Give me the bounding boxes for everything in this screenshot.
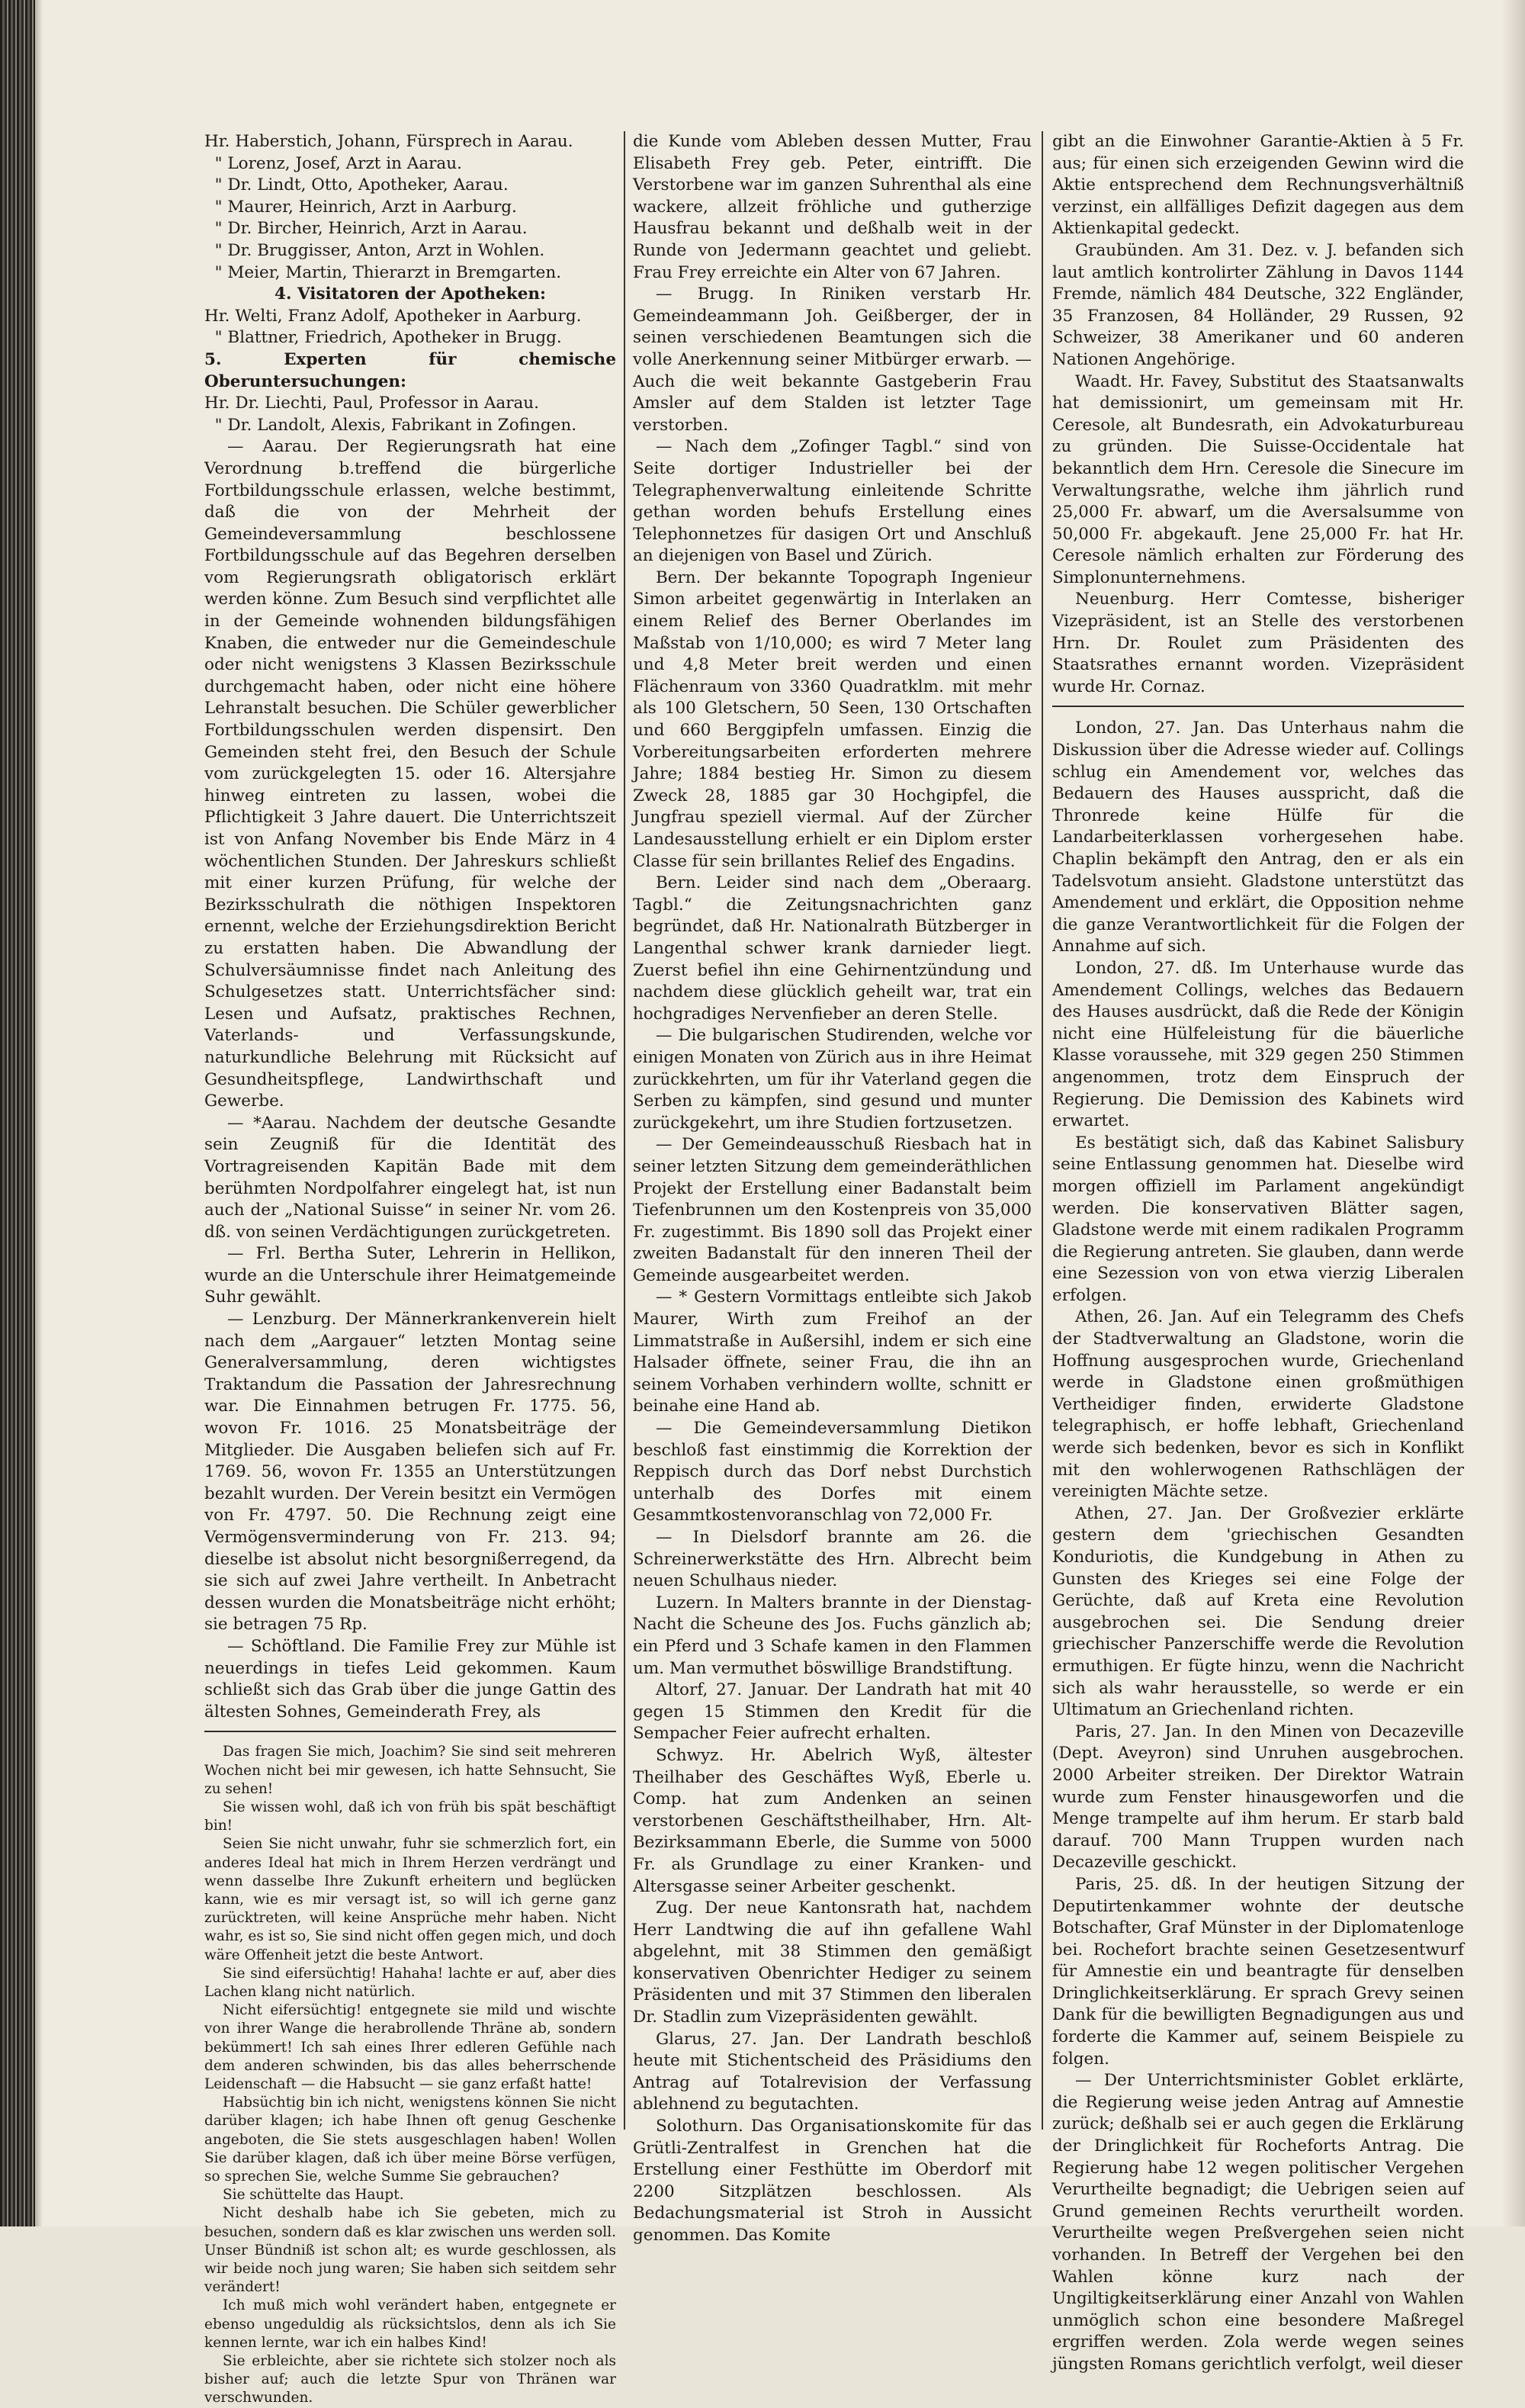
article-paris-2: Paris, 25. dß. In der heutigen Sitzung der Deputirtenkammer wohnte der deutsche Botschafter, Graf Münster in der Diplomatenloge bei. Rochefort brachte seinen Gesetzesentwurf für Amnestie ein und beantragte für denselben Dringlichkeitserklärung. Er sprach Grevy seinen Dank für die bewilligten Begnadigungen aus und forderte die Kammer auf, seinem Beispiele zu folgen.	[1052, 1874, 1464, 2069]
article-frey-continued: die Kunde vom Ableben dessen Mutter, Frau Elisabeth Frey geb. Peter, eintrifft. Die Verstorbene war im ganzen Suhrenthal als eine wackere, allzeit fröhliche und gutherzige Hausfrau bekannt und deßhalb weit in der Runde von Jedermann geachtet und geliebt. Frau Frey erreichte ein Alter von 67 Jahren.	[633, 132, 1032, 282]
feuilleton-paragraph: Habsüchtig bin ich nicht, wenigstens können Sie nicht darüber klagen; ich habe Ihnen oft genug Geschenke angeboten, die Sie stets ausgeschlagen haben! Wollen Sie darüber klagen, daß ich über meine Börse verfügen, so sprechen Sie, welche Summe Sie gebrauchen?	[204, 2095, 616, 2185]
list-item: " Lorenz, Josef, Arzt in Aarau.	[204, 153, 462, 173]
column-rule-1	[624, 131, 625, 2130]
article-suter: — Frl. Bertha Suter, Lehrerin in Hellikon, wurde an die Unterschule ihrer Heimatgemeinde Suhr gewählt.	[204, 1244, 616, 1307]
feuilleton-paragraph: Seien Sie nicht unwahr, fuhr sie schmerzlich fort, ein anderes Ideal hat mich in Ihrem Herzen verdrängt und wenn dasselbe Ihre Zukunft erheitern und beglücken kann, wie es mir versagt ist, so will ich gerne ganz zurücktreten, will keine Ansprüche mehr haben. Nicht wahr, es ist so, Sie sind nicht offen gegen mich, und doch wäre Offenheit jetzt die beste Antwort.	[204, 1836, 616, 1963]
article-solothurn: Solothurn. Das Organisationskomite für das Grütli-Zentralfest in Grenchen hat die Erstellung einer Festhütte im Oberdorf mit 2200 Sitzplätzen beschlossen. Als Bedachungsmaterial ist Stroh in Aussicht genommen. Das Komite	[633, 2117, 1032, 2245]
column-rule-2	[1042, 131, 1043, 2130]
article-graubuenden: Graubünden. Am 31. Dez. v. J. befanden sich laut amtlich kontrolirter Zählung in Davos 1144 Fremde, nämlich 484 Deutsche, 322 Engländer, 35 Franzosen, 84 Holländer, 29 Russen, 92 Schweizer, 38 Amerikaner und 60 anderen Nationen Angehörige.	[1052, 240, 1464, 369]
feuilleton-paragraph: Ich muß mich wohl verändert haben, entgegnete er ebenso ungeduldig als rücksichtslos, denn als ich Sie kennen lernte, war ich ein halbes Kind!	[204, 2297, 616, 2351]
article-bern-relief: Bern. Der bekannte Topograph Ingenieur Simon arbeitet gegenwärtig in Interlaken an einem Relief des Berner Oberlandes im Maßstab von 1/10,000; es wird 7 Meter lang und 4,8 Meter breit werden und einen Flächenraum von 3360 Quadratklm. mit mehr als 100 Gletschern, 50 Seen, 130 Ortschaften und 660 Berggipfeln umfassen. Einzig die Vorbereitungsarbeiten erforderten mehrere Jahre; 1884 bestieg Hr. Simon zu diesem Zweck 28, 1885 gar 30 Hochgipfel, die Jungfrau speziell viermal. Auf der Zürcher Landesausstellung erhielt er ein Diplom erster Classe für sein brillantes Relief des Engadins.	[633, 567, 1032, 871]
column-2	[633, 131, 1032, 2245]
list-item: Hr. Haberstich, Johann, Fürsprech in Aarau.	[204, 132, 573, 151]
article-waadt: Waadt. Hr. Favey, Substitut des Staatsanwalts hat demissionirt, um gemeinsam mit Hr. Ceresole, alt Bundesrath, ein Advokaturbureau zu gründen. Die Suisse-Occidentale hat bekanntlich dem Hrn. Ceresole die Sinecure im Verwaltungsrathe, welche ihm jährlich rund 25,000 Fr. abwarf, um die Aversalsumme von 50,000 Fr. abgekauft. Jene 25,000 Fr. hat Hr. Ceresole nämlich erhalten zur Förderung des Simplonunternehmens.	[1052, 371, 1464, 587]
article-london-1: London, 27. Jan. Das Unterhaus nahm die Diskussion über die Adresse wieder auf. Collings schlug ein Amendement vor, welches das Bedauern des Hauses ausspricht, daß die Thronrede keine Hülfe für die Landarbeiterklassen vorhergesehen habe. Chaplin bekämpft den Antrag, den er als ein Tadelsvotum ansieht. Gladstone unterstützt das Amendement und erklärt, die Opposition nehme die ganze Verantwortlichkeit für die Folgen der Annahme auf sich.	[1052, 719, 1464, 956]
section-heading-5: 5. Experten für chemische Oberuntersuchungen:	[204, 349, 616, 391]
article-brugg: — Brugg. In Riniken verstarb Hr. Gemeindeammann Joh. Geißberger, der in seinen verschiedenen Beamtungen sich die volle Anerkennung seiner Mitbürger erwarb. — Auch die weit bekannte Gastgeberin Frau Amsler auf dem Stalden ist letzter Tage verstorben.	[633, 285, 1032, 435]
article-paris-1: Paris, 27. Jan. In den Minen von Decazeville (Dept. Aveyron) sind Unruhen ausgebrochen. 2000 Arbeiter streiken. Der Direktor Watrain wurde zum Fenster hinausgeworfen und die Menge trampelte auf ihm herum. Er starb bald darauf. 700 Mann Truppen wurden nach Decazeville geschickt.	[1052, 1722, 1464, 1873]
column-1	[204, 131, 616, 2406]
section-separator	[1052, 706, 1464, 707]
feuilleton-separator	[204, 1731, 616, 1732]
list-item: " Dr. Landolt, Alexis, Fabrikant in Zofingen.	[204, 415, 577, 435]
list-item: " Dr. Bruggisser, Anton, Arzt in Wohlen.	[204, 240, 545, 260]
article-altorf: Altorf, 27. Januar. Der Landrath hat mit 40 gegen 15 Stimmen den Kredit für die Sempacher Feier aufrecht erhalten.	[633, 1680, 1032, 1744]
article-maurer: — * Gestern Vormittags entleibte sich Jakob Maurer, Wirth zum Freihof an der Limmatstraße in Außersihl, indem er sich eine Halsader öffnete, seiner Frau, die ihn an seinem Vorhaben verhindern wollte, schnitt er beinahe eine Hand ab.	[633, 1288, 1032, 1416]
article-bulgarische-studirende: — Die bulgarischen Studirenden, welche vor einigen Monaten von Zürich aus in ihre Heimat zurückkehrten, um für ihr Vaterland gegen die Serben zu kämpfen, sind gesund und munter zurückgekehrt, um ihre Studien fortzusetzen.	[633, 1026, 1032, 1133]
article-solothurn-continued: gibt an die Einwohner Garantie-Aktien à 5 Fr. aus; für einen sich erzeigenden Gewinn wird die Aktie entsprechend dem Rechnungsverhältniß verzinst, ein allfälliges Defizit dagegen aus dem Aktienkapital gedeckt.	[1052, 132, 1464, 239]
article-riesbach: — Der Gemeindeausschuß Riesbach hat in seiner letzten Sitzung dem gemeinderäthlichen Projekt der Erstellung einer Badanstalt beim Tiefenbrunnen um den Kostenpreis von 35,000 Fr. zugestimmt. Bis 1890 soll das Projekt einer zweiten Badanstalt für den inneren Theil der Gemeinde ausgearbeitet werden.	[633, 1135, 1032, 1285]
list-item: " Maurer, Heinrich, Arzt in Aarburg.	[204, 197, 517, 217]
feuilleton-paragraph: Sie sind eifersüchtig! Hahaha! lachte er auf, aber dies Lachen klang nicht natürlich.	[204, 1965, 616, 2000]
list-item: Hr. Welti, Franz Adolf, Apotheker in Aarburg.	[204, 306, 582, 326]
article-salisbury: Es bestätigt sich, daß das Kabinet Salisbury seine Entlassung genommen hat. Dieselbe wird morgen offiziell im Parlament angekündigt werden. Die konservativen Blätter sagen, Gladstone werde mit einem radikalen Programm die Regierung antreten. Sie glauben, dann werde eine Sezession von von etwa vierzig Liberalen erfolgen.	[1052, 1133, 1464, 1305]
article-zofingen-telephon: — Nach dem „Zofinger Tagbl.“ sind von Seite dortiger Industrieller bei der Telegraphenverwaltung einleitende Schritte gethan worden behufs Erstellung eines Telephonnetzes für dasigen Ort und Anschluß an diejenigen von Basel und Zürich.	[633, 437, 1032, 566]
article-athen-1: Athen, 26. Jan. Auf ein Telegramm des Chefs der Stadtverwaltung an Gladstone, worin die Hoffnung ausgesprochen wurde, Griechenland werde in Gladstone einen großmüthigen Vertheidiger finden, erwiderte Gladstone telegraphisch, er hoffe lebhaft, Griechenland werde sich bedenken, bevor es sich in Konflikt mit den wohlerwogenen Rathschlägen der vereinigten Mächte setze.	[1052, 1307, 1464, 1502]
feuilleton-paragraph: Sie erbleichte, aber sie richtete sich stolzer noch als bisher auf; auch die letzte Spur von Thränen war verschwunden.	[204, 2353, 616, 2406]
list-item: " Blattner, Friedrich, Apotheker in Brugg.	[204, 328, 562, 348]
article-lenzburg: — Lenzburg. Der Männerkrankenverein hielt nach dem „Aargauer“ letzten Montag seine Generalversammlung, deren wichtigstes Traktandum die Passation der Jahresrechnung war. Die Einnahmen betrugen Fr. 1775. 56, wovon Fr. 1016. 25 Monatsbeiträge der Mitglieder. Die Ausgaben beliefen sich auf Fr. 1769. 56, wovon Fr. 1355 an Unterstützungen bezahlt wurden. Der Verein besitzt ein Vermögen von Fr. 4797. 50. Die Rechnung zeigt eine Vermögensverminderung von Fr. 213. 94; dieselbe ist absolut nicht besorgnißerregend, da sie sich auf zwei Jahre vertheilt. In Anbetracht dessen wurden die Monatsbeiträge nicht erhöht; sie betragen 75 Rp.	[204, 1310, 616, 1635]
article-neuenburg: Neuenburg. Herr Comtesse, bisheriger Vizepräsident, ist an Stelle des verstorbenen Hrn. Dr. Roulet zum Präsidenten des Staatsrathes ernannt worden. Vizepräsident wurde Hr. Cornaz.	[1052, 590, 1464, 696]
feuilleton-paragraph: Nicht deshalb habe ich Sie gebeten, mich zu besuchen, sondern daß es klar zwischen uns werden soll. Unser Bündniß ist schon alt; es wurde geschlossen, als wir beide noch jung waren; Sie haben sich seitdem sehr verändert!	[204, 2205, 616, 2296]
article-aarau-bade: — *Aarau. Nachdem der deutsche Gesandte sein Zeugniß für die Identität des Vortragreisenden Kapitän Bade mit dem berühmten Nordpolfahrer eingelegt hat, ist nun auch der „National Suisse“ in seiner Nr. vom 26. dß. von seinen Verdächtigungen zurückgetreten.	[204, 1113, 616, 1242]
article-athen-2: Athen, 27. Jan. Der Großvezier erklärte gestern dem 'griechischen Gesandten Konduriotis, die Kundgebung in Athen zu Gunsten des Krieges sei eine Folge der Gerüchte, daß auf Kreta eine Revolution ausgebrochen sei. Die Sendung dreier griechischer Panzerschiffe werde die Revolution ermuthigen. Er fügte hinzu, wenn die Nachricht sich als wahr herausstelle, so werde er ein Ultimatum an Griechenland richten.	[1052, 1503, 1464, 1720]
article-goblet: — Der Unterrichtsminister Goblet erklärte, die Regierung weise jeden Antrag auf Amnestie zurück; deßhalb sei er auch gegen die Erklärung der Dringlichkeit für Rocheforts Antrag. Die Regierung habe 12 wegen politischer Vergehen Verurtheilte begnadigt; die Uebrigen seien auf Grund gemeinen Rechts verurtheilt worden. Verurtheilte wegen Preßvergehen seien nicht vorhanden. In Betreff der Vergehen bei den Wahlen könne kurz nach der Ungiltigkeitserklärung einer Anzahl von Wahlen unmöglich schon eine besondere Maßregel ergriffen werden. Zola werde wegen seines jüngsten Romans gerichtlich verfolgt, weil dieser	[1052, 2071, 1464, 2374]
list-item: " Dr. Bircher, Heinrich, Arzt in Aarau.	[204, 219, 528, 239]
page-edge-shadow	[1502, 0, 1525, 2226]
binding-shadow	[35, 0, 43, 2226]
feuilleton	[204, 1743, 616, 2407]
book-binding	[0, 0, 35, 2226]
feuilleton-paragraph: Nicht eifersüchtig! entgegnete sie mild und wischte von ihrer Wange die herabrollende Thräne ab, sondern bekümmert! Ich sah eines Ihrer edleren Gefühle nach dem anderen schwinden, bis das alles beherrschende Leidenschaft — die Habsucht — sie ganz erfaßt hatte!	[204, 2002, 616, 2092]
article-schoeftland: — Schöftland. Die Familie Frey zur Mühle ist neuerdings in tiefes Leid gekommen. Kaum schließt sich das Grab über die junge Gattin des ältesten Sohnes, Gemeinderath Frey, als	[204, 1636, 616, 1722]
article-dietikon: — Die Gemeindeversammlung Dietikon beschloß fast einstimmig die Korrektion der Reppisch durch das Dorf nebst Durchstich unterhalb des Dorfes mit einem Gesammtkostenvoranschlag von 72,000 Fr.	[633, 1419, 1032, 1525]
article-london-2: London, 27. dß. Im Unterhause wurde das Amendement Collings, welches das Bedauern des Hauses ausdrückt, daß die Rede der Königin nicht eine Hülfeleistung für die bäuerliche Klasse voraussehe, mit 329 gegen 250 Stimmen angenommen, trotz dem Einspruch der Regierung. Die Demission des Kabinets wird erwartet.	[1052, 958, 1464, 1131]
article-aarau-fortbildungsschule: — Aarau. Der Regierungsrath hat eine Verordnung b.treffend die bürgerliche Fortbildungsschule erlassen, welche bestimmt, daß die von der Mehrheit der Gemeindeversammlung beschlossene Fortbildungsschule auf das Begehren derselben vom Regierungsrath obligatorisch erklärt werden könne. Zum Besuch sind verpflichtet alle in der Gemeinde wohnenden bildungsfähigen Knaben, die entweder nur die Gemeindeschule oder nicht wenigstens 3 Klassen Bezirksschule durchgemacht haben, oder nicht eine höhere Lehranstalt besuchen. Die Schüler gewerblicher Fortbildungsschulen werden dispensirt. Den Gemeinden steht frei, den Besuch der Schule vom zurückgelegten 15. oder 16. Altersjahre hinweg eintreten zu lassen, wobei die Pflichtigkeit 3 Jahre dauert. Die Unterrichtszeit ist von Anfang November bis Ende März in 4 wöchentlichen Stunden. Der Jahreskurs schließt mit einer kurzen Prüfung, für welche der Bezirksschulrath die nöthigen Inspektoren ernennt, welche der Erziehungsdirektion Bericht zu erstatten haben. Die Abwandlung der Schulversäumnisse findet nach Anleitung des Schulgesetzes statt. Unterrichtsfächer sind: Lesen und Aufsatz, praktisches Rechnen, Vaterlands- und Verfassungskunde, naturkundliche Belehrung mit Rücksicht auf Gesundheitspflege, Landwirthschaft und Gewerbe.	[204, 437, 616, 1111]
feuilleton-paragraph: Sie schüttelte das Haupt.	[223, 2187, 404, 2204]
article-dielsdorf: — In Dielsdorf brannte am 26. die Schreinerwerkstätte des Hrn. Albrecht beim neuen Schulhaus nieder.	[633, 1528, 1032, 1591]
list-item: Hr. Dr. Liechti, Paul, Professor in Aarau.	[204, 394, 539, 413]
article-schwyz: Schwyz. Hr. Abelrich Wyß, ältester Theilhaber des Geschäftes Wyß, Eberle u. Comp. hat zum Andenken an seinen verstorbenen Geschäftstheilhaber, Hrn. Alt-Bezirksammann Eberle, die Summe von 5000 Fr. als Grundlage zu einer Kranken- und Altersgasse seiner Arbeiter geschenkt.	[633, 1745, 1032, 1896]
list-item: " Meier, Martin, Thierarzt in Bremgarten.	[204, 262, 562, 282]
list-experts	[204, 131, 616, 436]
section-heading-4: 4. Visitatoren der Apotheken:	[274, 285, 546, 304]
list-item: " Dr. Lindt, Otto, Apotheker, Aarau.	[204, 175, 509, 195]
feuilleton-paragraph: Sie wissen wohl, daß ich von früh bis spät beschäftigt bin!	[204, 1799, 616, 1834]
article-luzern: Luzern. In Malters brannte in der Dienstag-Nacht die Scheune des Jos. Fuchs gänzlich ab; ein Pferd und 3 Schafe kamen in den Flammen um. Man vermuthet böswillige Brandstiftung.	[633, 1593, 1032, 1678]
column-3	[1052, 131, 1464, 2374]
article-glarus: Glarus, 27. Jan. Der Landrath beschloß heute mit Stichentscheid des Präsidiums den Antrag auf Totalrevision der Verfassung ablehnend zu begutachten.	[633, 2029, 1032, 2114]
article-bern-buetzberger: Bern. Leider sind nach dem „Oberaarg. Tagbl.“ die Zeitungsnachrichten ganz begründet, daß Hr. Nationalrath Bützberger in Langenthal schwer krank darnieder liegt. Zuerst befiel ihn eine Gehirnentzündung und nachdem diese glücklich geheilt war, trat ein hochgradiges Nervenfieber an deren Stelle.	[633, 873, 1032, 1024]
article-zug: Zug. Der neue Kantonsrath hat, nachdem Herr Landtwing die auf ihn gefallene Wahl abgelehnt, mit 38 Stimmen den gemäßigt konservativen Obenrichter Hediger zu seinem Präsidenten und mit 37 Stimmen den liberalen Dr. Stadlin zum Vizepräsidenten gewählt.	[633, 1898, 1032, 2027]
feuilleton-paragraph: Das fragen Sie mich, Joachim? Sie sind seit mehreren Wochen nicht bei mir gewesen, ich hatte Sehnsucht, Sie zu sehen!	[204, 1744, 616, 1797]
